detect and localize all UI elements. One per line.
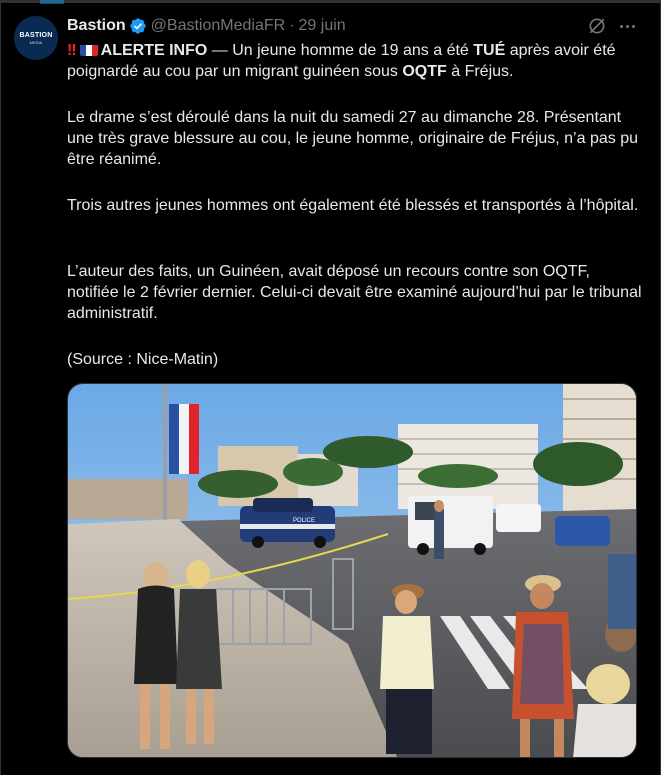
verified-badge-icon [129, 17, 147, 35]
alert-bold-a: TUÉ [473, 42, 506, 59]
tweet-date[interactable]: 29 juin [298, 17, 346, 34]
alert-text-b: après avoir été poignardé au cou par un migrant guinéen sous [67, 42, 616, 80]
alert-text-c: à Fréjus. [446, 63, 514, 80]
author-name[interactable]: Bastion [67, 17, 126, 34]
avatar-text: BASTION [19, 31, 53, 39]
paragraph-4: L’auteur des faits, un Guinéen, avait déposé un recours contre son OQTF, notifiée le 2 février dernier. Celui-ci devait être examiné aujourd’hui par le tribunal administratif. [67, 263, 642, 322]
paragraph-3: Trois autres jeunes hommes ont également été blessés et transportés à l’hôpital. [67, 197, 639, 214]
separator-dot: · [289, 17, 295, 34]
avatar-subtext: MEDIA [29, 39, 43, 45]
tweet-header [67, 15, 346, 37]
police-car-label: POLICE [293, 518, 316, 524]
france-flag-icon [80, 43, 98, 56]
paragraph-2: Le drame s’est déroulé dans la nuit du samedi 27 au dimanche 28. Présentant une très grave blessure au cou, le jeune homme, originaire de Fréjus, n’a pas pu être réanimé. [67, 109, 638, 168]
street-scene-image [68, 384, 637, 758]
avatar[interactable] [14, 16, 58, 60]
author-handle[interactable]: @BastionMediaFR [150, 17, 286, 34]
source-line: (Source : Nice-Matin) [67, 351, 219, 368]
grok-icon[interactable] [587, 16, 607, 36]
alert-label: ALERTE INFO [100, 42, 208, 59]
alert-text-a: — Un jeune homme de 19 ans a été [207, 42, 474, 59]
alert-bold-b: OQTF [402, 63, 447, 80]
more-icon[interactable] [617, 16, 637, 36]
scroll-indicator [40, 0, 64, 4]
alert-paragraph [67, 40, 642, 82]
double-exclamation-icon: !! [67, 42, 76, 59]
tweet-photo[interactable] [67, 383, 637, 758]
